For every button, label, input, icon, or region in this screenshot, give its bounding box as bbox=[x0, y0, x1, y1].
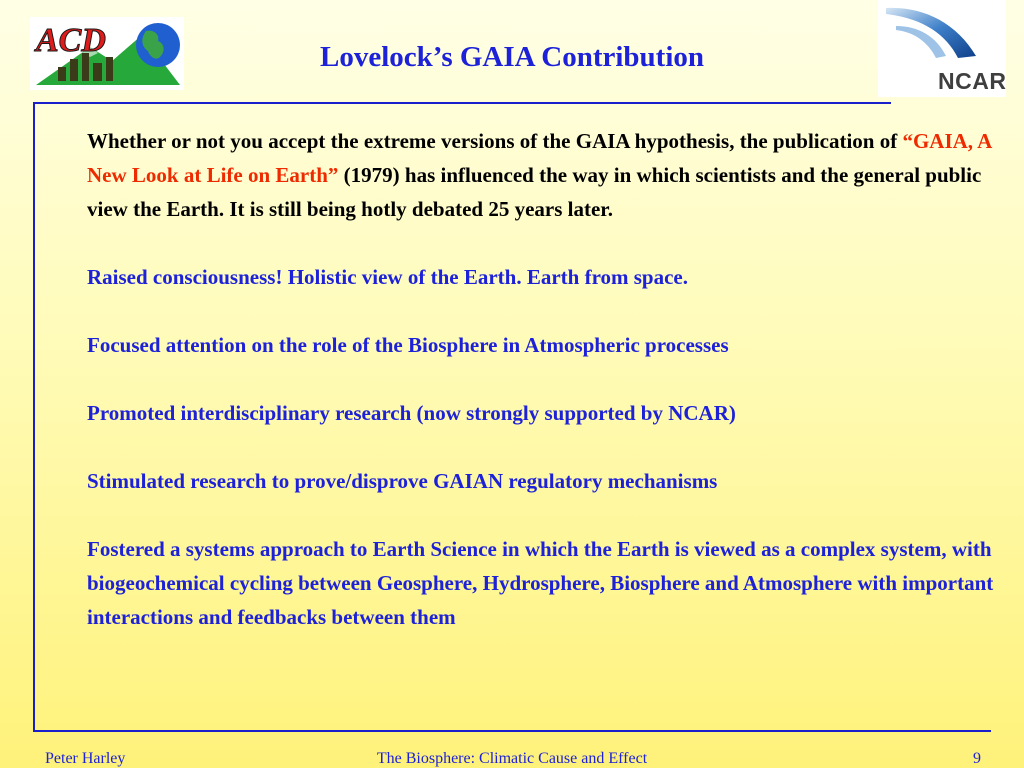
ncar-logo-text: NCAR bbox=[938, 68, 1007, 94]
book-title-quote: “GAIA, A New Look at Life on Earth” bbox=[87, 129, 992, 187]
intro-text-before: Whether or not you accept the extreme versions of the GAIA hypothesis, the publication of bbox=[87, 129, 903, 153]
slide-body bbox=[87, 124, 1002, 634]
point-systems-approach: Fostered a systems approach to Earth Science in which the Earth is viewed as a complex system, with biogeochemical cycling between Geosphere, Hydrosphere, Biosphere and Atmosphere with important interactions and feedbacks between them bbox=[87, 537, 994, 629]
left-rule bbox=[33, 102, 35, 731]
bottom-rule bbox=[33, 730, 991, 732]
footer-author: Peter Harley bbox=[45, 750, 126, 767]
intro-paragraph bbox=[87, 124, 1002, 226]
top-rule bbox=[33, 102, 891, 104]
footer-course: The Biosphere: Climatic Cause and Effect bbox=[376, 750, 648, 767]
point-consciousness: Raised consciousness! Holistic view of the Earth. Earth from space. bbox=[87, 265, 688, 289]
point-regulatory: Stimulated research to prove/disprove GAIAN regulatory mechanisms bbox=[87, 469, 718, 493]
acd-logo-text: ACD bbox=[36, 22, 106, 59]
slide-title: Lovelock’s GAIA Contribution bbox=[319, 41, 705, 73]
footer-page-number: 9 bbox=[973, 750, 981, 767]
point-biosphere: Focused attention on the role of the Biosphere in Atmospheric processes bbox=[87, 333, 729, 357]
intro-text-after: (1979) has influenced the way in which scientists and the general public view the Earth. It is still being hotly debated 25 years later. bbox=[87, 163, 982, 221]
point-interdisciplinary: Promoted interdisciplinary research (now strongly supported by NCAR) bbox=[87, 401, 736, 425]
